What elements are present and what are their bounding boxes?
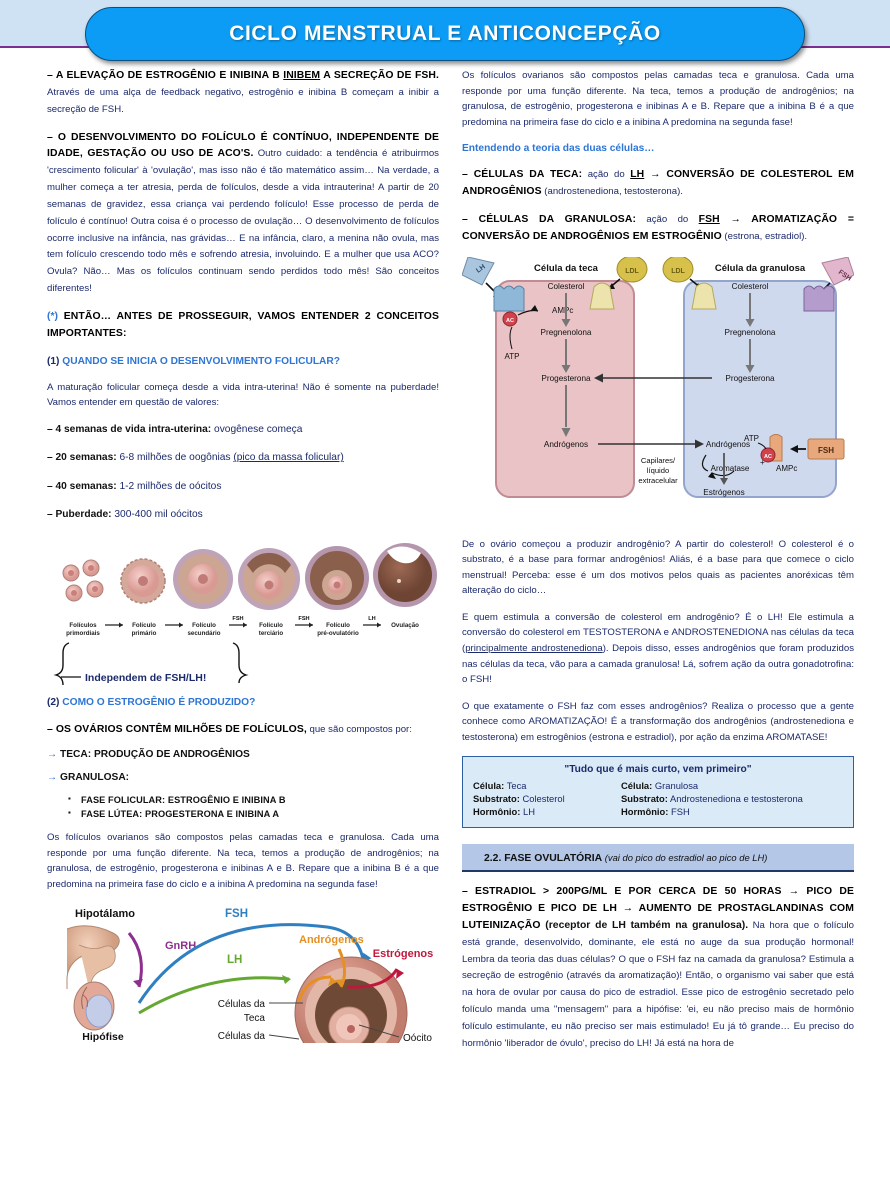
- follicle-illustration-right: [295, 957, 407, 1043]
- svg-text:FSH: FSH: [836, 268, 853, 283]
- arrow-teca: → TECA: PRODUÇÃO DE ANDROGÊNIOS: [47, 749, 250, 761]
- paragraph-ovaries-contain: – OS OVÁRIOS CONTÊM MILHÕES DE FOLÍCULOS, que são compostos por:: [47, 723, 412, 735]
- stage-label-0: Folículos: [69, 622, 97, 630]
- hypothalamus-diagram-svg: [47, 903, 447, 1043]
- paragraph-follicle-development: – O DESENVOLVIMENTO DO FOLÍCULO É CONTÍNUO, INDEPENDENTE DE IDADE, GESTAÇÃO OU USO DE ACO'S. Outro cuidado: a tendência é atribuirmos 'crescimento folicular' à 'ovulação', mas isso não é tão matemático assim… Na verdade, a mulher começa a ter atresia, perda de folículos, desde a vida intrauterina! A partir de 20 semanas de gravidez, essa criança vai perdendo folículo! Esse processo de perda de folículo é contínuo! Outra coisa é o processo de ovulação… O desenvolvimento de folículos ocorre inclusive na infância, nas grávidas… E na infância, claro, a menina não ovula, mas tem folículo crescendo todo mês e sofrendo atresia, involuindo. E a mulher que usa ACO? Ovula? Não… Mas os folículos continuam sendo perdidos todo mês! São conceitos diferentes!: [47, 131, 439, 295]
- label-estrogenos: Estrógenos: [372, 948, 434, 961]
- inibem-underline: INIBEM: [283, 70, 321, 81]
- follicle-tertiary: [238, 548, 300, 610]
- teca-chain-1: Pregnenolona: [540, 327, 592, 337]
- label-celulas-granulosa-1: Células da: [217, 1031, 265, 1043]
- follicle-secondary: [173, 549, 233, 609]
- label-celulas-teca-2: Teca: [243, 1013, 265, 1025]
- value-line-4-weeks: – 4 semanas de vida intra-uterina: ovogênese começa: [47, 424, 303, 436]
- brace-note: Independem de FSH/LH!: [85, 672, 207, 685]
- fsh-receptor-top: [804, 286, 834, 311]
- follicle-primordial-cluster: [63, 560, 103, 601]
- page-title-banner: [85, 7, 805, 61]
- left-column: [47, 68, 439, 1043]
- gnrh-arrow: [129, 933, 141, 987]
- table-row: Hormônio: LH Hormônio: FSH: [473, 806, 690, 818]
- info-box-table: [473, 779, 843, 818]
- ldl-receptor-right: [692, 283, 716, 309]
- principally-androstenedione-underline: principalmente androstenediona: [465, 642, 603, 654]
- section-subtitle: (vai do pico do estradiol ao pico de LH): [602, 852, 768, 864]
- lh-underline: LH: [630, 169, 645, 181]
- hypothalamus-pituitary-diagram: [47, 903, 447, 1043]
- svg-text:LDL: LDL: [671, 267, 685, 275]
- paragraph-follicle-layers-left: Os folículos ovarianos são compostos pelas camadas teca e granulosa. Cada uma responde por uma função diferente. Na teca, temos a produção de androgênios; na granulosa, de estrogênio, progesterona e inibinas A e B. Repare que a inibina B é a que predomina na primeira fase do ciclo e a inibina A predomina na segunda fase!: [47, 832, 439, 890]
- arrow-label-fsh-1: FSH: [232, 616, 244, 623]
- asterisk-marker: (*): [47, 310, 58, 322]
- gran-chain-1: Pregnenolona: [724, 327, 776, 337]
- value-line-puberty: – Puberdade: 300-400 mil oócitos: [47, 508, 203, 520]
- teca-ampc: AMPc: [552, 305, 574, 315]
- label-oocito: Oócito: [403, 1033, 432, 1044]
- gran-chain-0: Colesterol: [731, 281, 769, 291]
- page-title: CICLO MENSTRUAL E ANTICONCEPÇÃO: [229, 22, 661, 45]
- fsh-box: [808, 439, 844, 459]
- paragraph-two-concepts: (*) ENTÃO… ANTES DE PROSSEGUIR, VAMOS ENTENDER 2 CONCEITOS IMPORTANTES:: [47, 310, 439, 339]
- paragraph-cholesterol-substrate: De o ovário começou a produzir androgênio? A partir do colesterol! O colesterol é o substrato, é a base para formar androgênios! Aliás, é a base para que comece o ciclo menstrual! Perceba: esse é um dos motivos pelos quais as pacientes anoréxicas têm alteração do ciclo…: [462, 538, 854, 597]
- svg-text:FSH: FSH: [818, 445, 834, 455]
- stage-label-4: Folículo: [326, 622, 350, 630]
- teca-chain-2: Progesterona: [541, 373, 591, 383]
- capillaries-label-1: Capilares/: [640, 455, 676, 465]
- aromatase-label: Aromatase: [710, 463, 750, 473]
- summary-info-box: [462, 756, 854, 828]
- gran-chain-2: Progesterona: [725, 373, 775, 383]
- two-cell-theory-diagram: [462, 257, 854, 525]
- label-fsh: FSH: [225, 908, 248, 921]
- svg-text:primordiais: primordiais: [66, 630, 100, 638]
- gran-ampc: AMPc: [776, 463, 798, 473]
- value-line-20-weeks: – 20 semanas: 6-8 milhões de oogônias (pico da massa folicular): [47, 452, 344, 464]
- arrow-label-lh: LH: [368, 616, 376, 623]
- fsh-underline: FSH: [698, 214, 720, 226]
- label-lh: LH: [227, 954, 243, 967]
- svg-text:+: +: [760, 457, 765, 467]
- value-line-40-weeks: – 40 semanas: 1-2 milhões de oócitos: [47, 480, 222, 492]
- gran-atp: ATP: [744, 433, 759, 443]
- subheading-two-cell-theory: Entendendo a teoria das duas células…: [462, 143, 655, 155]
- arrow-glyph-granulosa: →: [47, 772, 58, 784]
- two-cell-diagram-svg: [462, 257, 854, 525]
- svg-text:secundário: secundário: [187, 630, 221, 638]
- question-1-heading: (1) QUANDO SE INICIA O DESENVOLVIMENTO FOLICULAR?: [47, 355, 340, 367]
- list-item: ▪ FASE FOLICULAR: ESTROGÊNIO E INIBINA B: [81, 795, 439, 805]
- svg-text:terciário: terciário: [258, 630, 284, 638]
- follicle-primary: [121, 559, 165, 603]
- stage-label-5: Ovulação: [391, 622, 419, 630]
- capillaries-label-2: líquido: [646, 465, 670, 475]
- label-celulas-teca-1: Células da: [217, 999, 265, 1011]
- ldl-receptor-left: [590, 283, 614, 309]
- svg-text:LH: LH: [475, 263, 487, 275]
- arrow-glyph-teca: →: [47, 749, 58, 761]
- section-header-ovulatory-phase: [462, 844, 854, 872]
- teca-chain-3: Andrógenos: [543, 439, 589, 449]
- table-row: Célula: Teca Célula: Granulosa: [473, 780, 699, 792]
- arrow-granulosa: → GRANULOSA:: [47, 772, 130, 784]
- table-row: Substrato: Colesterol Substrato: Androstenediona e testosterona: [473, 793, 803, 805]
- follicle-diagram-svg: [47, 535, 439, 685]
- svg-text:AC: AC: [764, 453, 772, 460]
- teca-atp: ATP: [504, 351, 520, 361]
- list-item: ▪ FASE LÚTEA: PROGESTERONA E INIBINA A: [81, 809, 439, 819]
- gran-chain-4: Estrógenos: [703, 487, 745, 497]
- capillaries-label-3: extracelular: [638, 475, 678, 485]
- paragraph-estrogen-inhibin: – A ELEVAÇÃO DE ESTROGÊNIO E INIBINA B INIBEM A SECREÇÃO DE FSH. Através de uma alça de feedback negativo, estrogênio e inibina B começam a inibir a secreção de FSH.: [47, 70, 440, 115]
- label-hipotalamo: Hipotálamo: [75, 908, 135, 921]
- brace-left: [56, 643, 69, 685]
- stage-label-1: Folículo: [132, 622, 156, 630]
- stage-label-2: Folículo: [192, 622, 216, 630]
- paragraph-granulosa-cells: – CÉLULAS DA GRANULOSA: ação do FSH → AROMATIZAÇÃO = CONVERSÃO DE ANDROGÊNIOS EM ESTROGÊNIO (estrona, estradiol).: [462, 214, 854, 242]
- follicle-maturation-diagram: [47, 535, 439, 685]
- section-title: 2.2. FASE OVULATÓRIA: [484, 853, 603, 865]
- follicle-preovulatory: [305, 546, 369, 610]
- paragraph-teca-cells: – CÉLULAS DA TECA: ação do LH → CONVERSÃO DE COLESTEROL EM ANDROGÊNIOS (androstenediona, testosterona).: [462, 169, 854, 198]
- svg-text:primário: primário: [131, 630, 157, 638]
- peak-follicular-mass-underline: (pico da massa folicular): [233, 452, 344, 464]
- ldl-particle-left: [617, 257, 647, 282]
- page-body: [0, 68, 890, 1190]
- teca-chain-0: Colesterol: [547, 281, 585, 291]
- lh-receptor: [494, 286, 524, 311]
- ldl-particle-right: [663, 257, 693, 282]
- paragraph-aromatization: O que exatamente o FSH faz com esses androgênios? Realiza o processo que a gente conhece como AROMATIZAÇÃO! É a transformação dos androgênios (androstenediona e testosterona) em estrogênios (estrona e estradiol), por ação da enzima AROMATASE!: [462, 700, 854, 743]
- info-box-quote: "Tudo que é mais curto, vem primeiro": [564, 764, 752, 776]
- granulosa-phase-list: [47, 795, 439, 819]
- granulosa-cell-title: Célula da granulosa: [714, 262, 806, 274]
- svg-text:AC: AC: [506, 317, 514, 324]
- paragraph-maturation: A maturação folicular começa desde a vida intra-uterina! Não é somente na puberdade! Vamos entender em questão de valores:: [47, 381, 439, 409]
- brace-right: [233, 643, 246, 683]
- right-column: [462, 68, 854, 1064]
- stage-label-3: Folículo: [259, 622, 283, 630]
- arrow-label-fsh-2: FSH: [298, 616, 310, 623]
- paragraph-ovulatory-phase: – ESTRADIOL > 200PG/ML E POR CERCA DE 50 HORAS → PICO DE ESTROGÊNIO E PICO DE LH → AUMENTO DE PROSTAGLANDINAS COM LUTEINIZAÇÃO (receptor de LH também na granulosa). Na hora que o folículo está grande, desenvolvido, dominante, ele está no auge da sua produção hormonal! Lembra da teoria das duas células? O que o FSH faz na camada da granulosa? Estimula a secreção de estrogênio (através da aromatização)! Então, o organismo vai saber que está na hora de ovular por causa do pico de estradiol. Esse pico de estrogênio secretado pelo folículo manda uma "mensagem" para a hipófise: 'ei, eu não preciso mais de hormônio folículo estimulante, eu não preciso ser mais estimulado! Eu já tô grande… Eu preciso do hormônio 'liberador de óvulo', preciso do LH! Já está na hora de: [462, 886, 854, 1049]
- lh-ligand: [462, 257, 494, 285]
- teca-cell-title: Célula da teca: [534, 262, 598, 274]
- follicle-ovulation: [373, 543, 437, 607]
- label-androgenos: Andrógenos: [299, 934, 364, 947]
- lh-arrow: [139, 978, 289, 1013]
- paragraph-lh-stimulates: E quem estimula a conversão de colesterol em androgênio? É o LH! Ele estimula a conversão do colesterol em TESTOSTERONA e ANDROSTENEDIONA nas células da teca (principalmente androstenediona). Depois disso, esses androgênios que foram produzidos nas células da teca, vão para a camada granulosa! Lá, sofrem ação da outra gonadotrofina: o FSH!: [462, 611, 854, 686]
- paragraph-follicle-layers-right: Os folículos ovarianos são compostos pelas camadas teca e granulosa. Cada uma responde por uma função diferente. Na teca, temos a produção de androgênios; na granulosa, de estrogênio, progesterona e inibinas A e B. Repare que a inibina B é a que predomina na primeira fase do ciclo e a inibina A predomina na segunda fase!: [462, 70, 854, 128]
- brain-illustration: [67, 926, 119, 1030]
- label-gnrh: GnRH: [165, 940, 197, 953]
- svg-text:pré-ovulatório: pré-ovulatório: [317, 630, 359, 638]
- question-2-heading: (2) COMO O ESTROGÊNIO É PRODUZIDO?: [47, 697, 256, 709]
- label-hipofise: Hipófise: [82, 1031, 124, 1044]
- svg-text:LDL: LDL: [625, 267, 639, 275]
- gran-chain-3: Andrógenos: [705, 439, 751, 449]
